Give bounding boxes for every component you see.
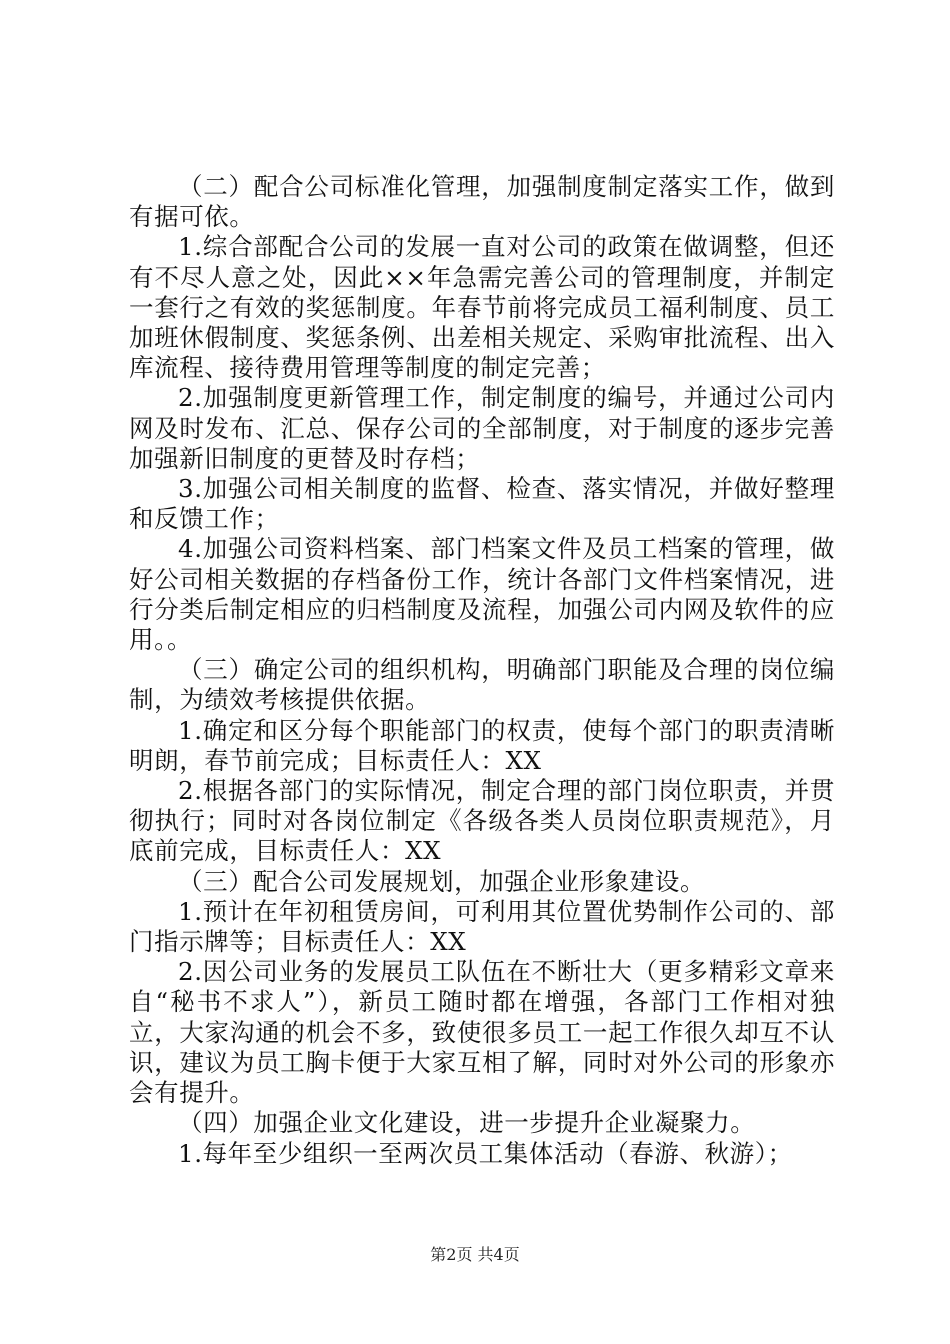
paragraph-item: 1.预计在年初租赁房间，可利用其位置优势制作公司的、部门指示牌等；目标责任人：XX bbox=[129, 896, 835, 957]
document-body bbox=[129, 172, 835, 1169]
section-heading-3b: （三）配合公司发展规划，加强企业形象建设。 bbox=[178, 866, 706, 896]
paragraph-item: 2.加强制度更新管理工作，制定制度的编号，并通过公司内网及时发布、汇总、保存公司的全部制度，对于制度的逐步完善加强新旧制度的更替及时存档； bbox=[129, 383, 835, 473]
paragraph-item: 4.加强公司资料档案、部门档案文件及员工档案的管理，做好公司相关数据的存档备份工作，统计各部门文件档案情况，进行分类后制定相应的归档制度及流程，加强公司内网及软件的应用。。 bbox=[129, 534, 835, 655]
paragraph-item: 2.根据各部门的实际情况，制定合理的部门岗位职责，并贯彻执行；同时对各岗位制定《各级各类人员岗位职责规范》，月底前完成，目标责任人：XX bbox=[129, 776, 835, 866]
section-heading-2: （二）配合公司标准化管理，加强制度制定落实工作，做到有据可依。 bbox=[129, 172, 835, 232]
paragraph-item: 2.因公司业务的发展员工队伍在不断壮大（更多精彩文章来自“秘书不求人”），新员工随时都在增强，各部门工作相对独立，大家沟通的机会不多，致使很多员工一起工作很久却互不认识，建议为员工胸卡便于大家互相了解，同时对外公司的形象亦会有提升。 bbox=[129, 957, 835, 1108]
section-heading-4: （四）加强企业文化建设，进一步提升企业凝聚力。 bbox=[178, 1108, 756, 1138]
paragraph-item: 1.综合部配合公司的发展一直对公司的政策在做调整，但还有不尽人意之处，因此××年急需完善公司的管理制度，并制定一套行之有效的奖惩制度。年春节前将完成员工福利制度、员工加班休假制度、奖惩条例、出差相关规定、采购审批流程、出入库流程、接待费用管理等制度的制定完善； bbox=[129, 232, 835, 383]
paragraph-item: 1.每年至少组织一至两次员工集体活动（春游、秋游）； bbox=[178, 1138, 793, 1168]
paragraph-item: 3.加强公司相关制度的监督、检查、落实情况，并做好整理和反馈工作； bbox=[129, 474, 835, 534]
page-number-footer: 第2页 共4页 bbox=[430, 1245, 520, 1264]
section-heading-3: （三）确定公司的组织机构，明确部门职能及合理的岗位编制，为绩效考核提供依据。 bbox=[129, 655, 835, 715]
paragraph-item: 1.确定和区分每个职能部门的权责，使每个部门的职责清晰明朗，春节前完成；目标责任人：XX bbox=[129, 715, 835, 775]
